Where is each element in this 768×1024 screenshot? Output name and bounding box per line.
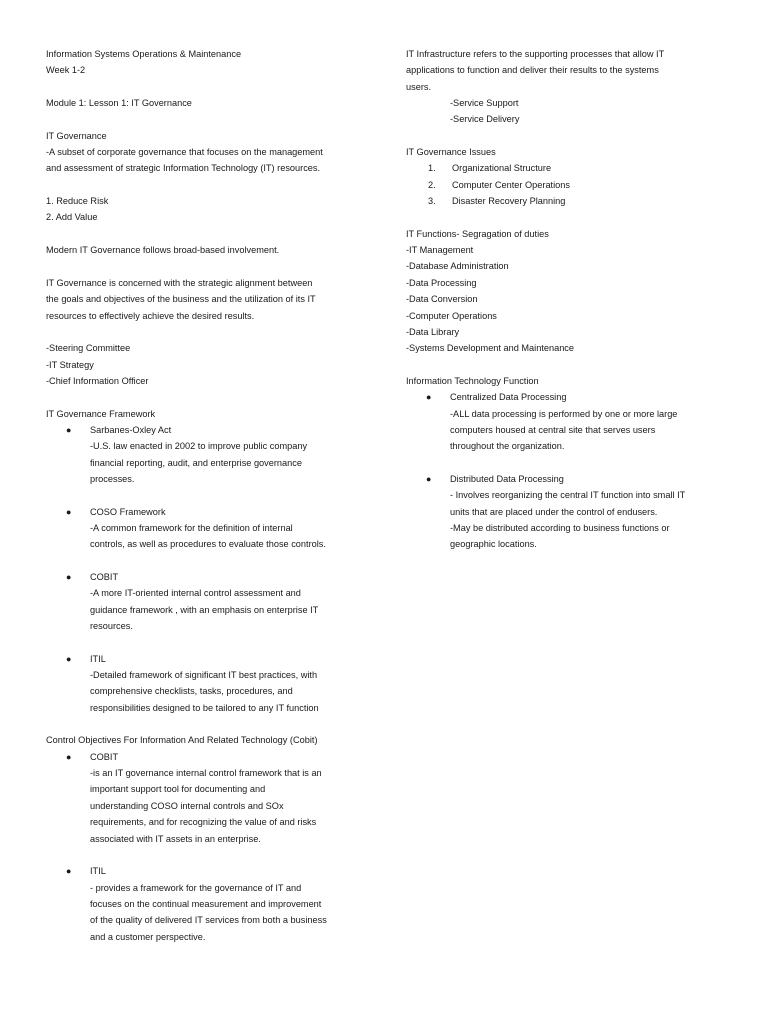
bullet-icon: ● [66, 751, 72, 762]
numbered-item [406, 177, 724, 193]
bullet-icon: ● [426, 473, 432, 484]
function-item: -Data Library [406, 326, 460, 337]
paragraph-line: IT Governance is concerned with the strategic alignment between [46, 277, 313, 288]
section-heading-it-governance: IT Governance [46, 130, 107, 141]
list-item-line: -is an IT governance internal control framework that is an [90, 768, 322, 779]
section-heading-framework: IT Governance Framework [46, 408, 156, 419]
list-item-line: understanding COSO internal controls and SOx [90, 800, 284, 811]
list-item-line: processes. [90, 473, 135, 484]
list-item-line: throughout the organization. [450, 441, 565, 452]
list-item-line: comprehensive checklists, tasks, procedures, and [90, 686, 293, 697]
list-item-line: geographic locations. [450, 539, 537, 550]
function-item: -Data Processing [406, 277, 477, 288]
infra-item: -Service Delivery [450, 114, 520, 125]
list-item [46, 569, 364, 634]
list-item-title: Sarbanes-Oxley Act [90, 424, 172, 435]
role-item: -IT Strategy [46, 359, 94, 370]
list-item-line: controls, as well as procedures to evaluate those controls. [90, 539, 326, 550]
bullet-icon: ● [66, 653, 72, 664]
list-item [46, 504, 364, 553]
list-item-line: of the quality of delivered IT services from both a business [90, 915, 327, 926]
item-text: Organizational Structure [452, 163, 552, 174]
left-column [46, 46, 364, 945]
week-label: Week 1-2 [46, 65, 86, 76]
function-item: -Computer Operations [406, 310, 497, 321]
paragraph-line: IT Infrastructure refers to the supporting processes that allow IT [406, 49, 665, 59]
function-item: -Data Conversion [406, 294, 478, 305]
list-item-title: ITIL [90, 866, 106, 877]
paragraph-line: resources to effectively achieve the desired results. [46, 310, 255, 321]
bullet-icon: ● [66, 424, 72, 435]
list-item-line: requirements, and for recognizing the value of and risks [90, 817, 317, 828]
role-item: -Chief Information Officer [46, 375, 149, 386]
bullet-icon: ● [66, 572, 72, 582]
paragraph-line: and assessment of strategic Information Technology (IT) resources. [46, 163, 321, 174]
list-item-line: computers housed at central site that serves users [450, 424, 656, 435]
item-number: 2. [428, 179, 436, 190]
list-item [406, 471, 724, 553]
list-item [46, 749, 364, 847]
list-item-line: -A more IT-oriented internal control assessment and [90, 588, 301, 599]
numbered-item [406, 193, 724, 209]
bullet-icon: ● [66, 866, 72, 877]
paragraph-line: Modern IT Governance follows broad-based involvement. [46, 245, 280, 256]
section-heading-functions: IT Functions- Segragation of duties [406, 228, 549, 239]
list-item-line: -A common framework for the definition of internal [90, 522, 293, 533]
section-heading-it-function: Information Technology Function [406, 375, 539, 386]
item-number: 3. [428, 196, 436, 207]
list-item-line: guidance framework , with an emphasis on enterprise IT [90, 604, 319, 615]
list-item-title: COBIT [90, 572, 119, 582]
function-item: -Database Administration [406, 261, 509, 272]
paragraph-line: applications to function and deliver their results to the systems [406, 65, 659, 76]
numbered-item [406, 160, 724, 176]
goal-item: 2. Add Value [46, 212, 98, 223]
list-item-title: COBIT [90, 751, 119, 762]
list-item-line: units that are placed under the control of endusers. [450, 506, 658, 517]
function-item: -Systems Development and Maintenance [406, 343, 575, 354]
list-item [46, 863, 364, 945]
list-item [46, 651, 364, 716]
list-item-title: ITIL [90, 653, 106, 664]
course-title: Information Systems Operations & Maintenance [46, 49, 242, 59]
list-item-line: -Detailed framework of significant IT best practices, with [90, 670, 318, 681]
list-item-line: responsibilities designed to be tailored to any IT function [90, 702, 319, 713]
list-item-line: - Involves reorganizing the central IT function into small IT [450, 490, 686, 501]
list-item-line: resources. [90, 621, 133, 632]
item-text: Computer Center Operations [452, 179, 570, 190]
section-heading-cobit: Control Objectives For Information And Related Technology (Cobit) [46, 735, 318, 746]
item-number: 1. [428, 163, 436, 174]
role-item: -Steering Committee [46, 343, 131, 354]
goal-item: 1. Reduce Risk [46, 196, 109, 207]
list-item-line: associated with IT assets in an enterprise. [90, 833, 261, 844]
paragraph-line: the goals and objectives of the business and the utilization of its IT [46, 294, 316, 305]
list-item-line: -May be distributed according to business functions or [450, 522, 670, 533]
infra-item: -Service Support [450, 98, 519, 109]
bullet-icon: ● [66, 506, 72, 517]
list-item-line: and a customer perspective. [90, 931, 206, 942]
list-item [406, 389, 724, 454]
list-item-line: focuses on the continual measurement and improvement [90, 898, 322, 909]
list-item-line: financial reporting, audit, and enterprise governance [90, 457, 302, 468]
list-item [46, 422, 364, 487]
bullet-icon: ● [426, 392, 432, 403]
paragraph-line: -A subset of corporate governance that focuses on the management [46, 147, 323, 158]
section-heading-issues: IT Governance Issues [406, 147, 496, 158]
list-item-line: important support tool for documenting and [90, 784, 266, 795]
item-text: Disaster Recovery Planning [452, 196, 566, 207]
right-column [406, 46, 724, 553]
function-item: -IT Management [406, 245, 474, 256]
list-item-title: COSO Framework [90, 506, 166, 517]
list-item-title: Distributed Data Processing [450, 473, 564, 484]
paragraph-line: users. [406, 81, 432, 92]
list-item-line: - provides a framework for the governance of IT and [90, 882, 302, 893]
list-item-line: -U.S. law enacted in 2002 to improve public company [90, 441, 308, 452]
lesson-title: Module 1: Lesson 1: IT Governance [46, 98, 192, 109]
list-item-title: Centralized Data Processing [450, 392, 567, 403]
list-item-line: -ALL data processing is performed by one or more large [450, 408, 678, 419]
